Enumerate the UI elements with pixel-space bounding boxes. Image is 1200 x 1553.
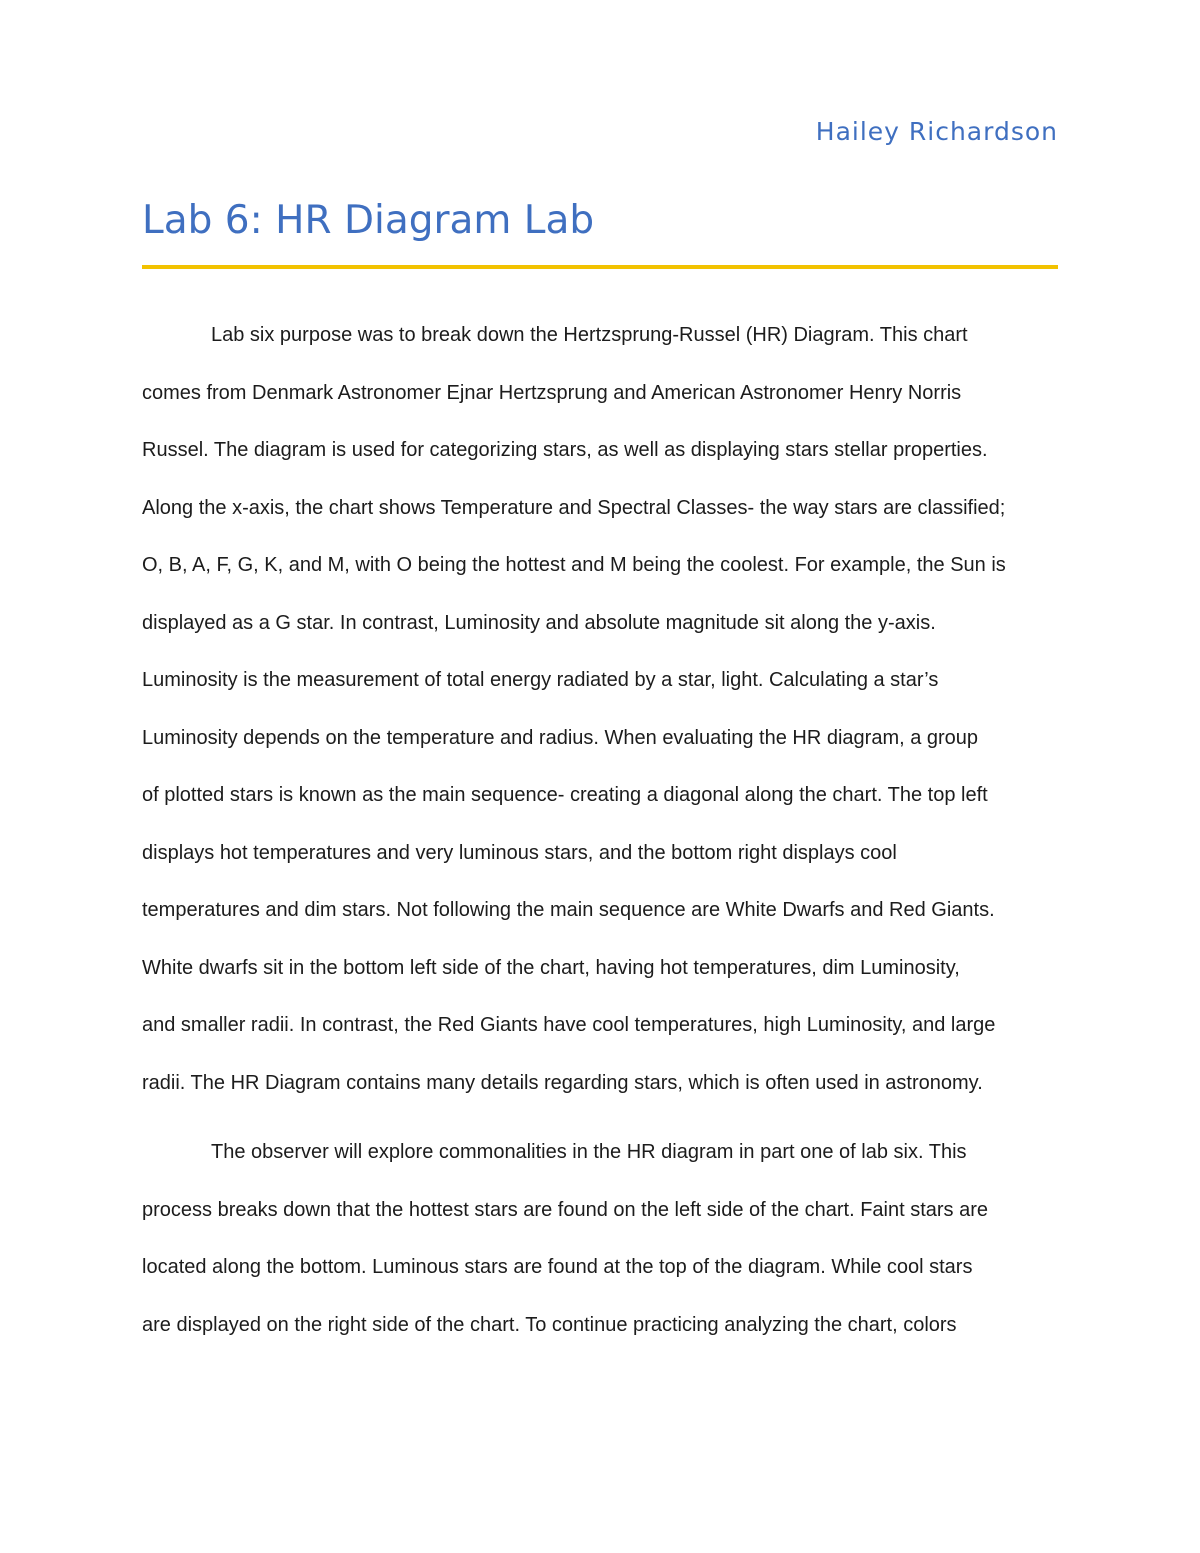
- paragraph-2: [142, 1124, 1058, 1354]
- paragraph-line: radii. The HR Diagram contains many details regarding stars, which is often used in astronomy.: [142, 1071, 983, 1094]
- body-text: [142, 307, 1058, 1354]
- paragraph-line: Luminosity depends on the temperature and radius. When evaluating the HR diagram, a group: [142, 726, 979, 749]
- paragraph-line: temperatures and dim stars. Not following the main sequence are White Dwarfs and Red Giants.: [142, 899, 995, 921]
- paragraph-line: Luminosity is the measurement of total energy radiated by a star, light. Calculating a star’s: [142, 669, 939, 691]
- paragraph-line: Russel. The diagram is used for categorizing stars, as well as displaying stars stellar properties.: [142, 439, 988, 461]
- paragraph-1: [142, 307, 1058, 1112]
- paragraph-spacer: [142, 1112, 1058, 1124]
- paragraph-line: process breaks down that the hottest stars are found on the left side of the chart. Faint stars are: [142, 1198, 989, 1221]
- paragraph-line: of plotted stars is known as the main sequence- creating a diagonal along the chart. The top left: [142, 784, 988, 806]
- paragraph-line: are displayed on the right side of the chart. To continue practicing analyzing the chart, colors: [142, 1313, 957, 1336]
- paragraph-line: The observer will explore commonalities in the HR diagram in part one of lab six. This: [211, 1141, 967, 1163]
- author-name: Hailey Richardson: [815, 117, 1058, 146]
- document-title: Lab 6: HR Diagram Lab: [142, 198, 595, 243]
- paragraph-line: White dwarfs sit in the bottom left side of the chart, having hot temperatures, dim Luminosity,: [142, 956, 960, 979]
- paragraph-line: displays hot temperatures and very luminous stars, and the bottom right displays cool: [142, 841, 897, 864]
- paragraph-line: comes from Denmark Astronomer Ejnar Hertzsprung and American Astronomer Henry Norris: [142, 381, 962, 404]
- paragraph-line: Along the x-axis, the chart shows Temperature and Spectral Classes- the way stars are classified;: [142, 496, 1006, 519]
- paragraph-line: Lab six purpose was to break down the Hertzsprung-Russel (HR) Diagram. This chart: [211, 324, 968, 346]
- title-underline-rule: [142, 265, 1058, 269]
- paragraph-line: and smaller radii. In contrast, the Red Giants have cool temperatures, high Luminosity, and large: [142, 1014, 996, 1036]
- paragraph-line: displayed as a G star. In contrast, Luminosity and absolute magnitude sit along the y-axis.: [142, 611, 936, 634]
- paragraph-line: located along the bottom. Luminous stars are found at the top of the diagram. While cool stars: [142, 1256, 973, 1278]
- paragraph-line: O, B, A, F, G, K, and M, with O being the hottest and M being the coolest. For example, the Sun is: [142, 554, 1006, 576]
